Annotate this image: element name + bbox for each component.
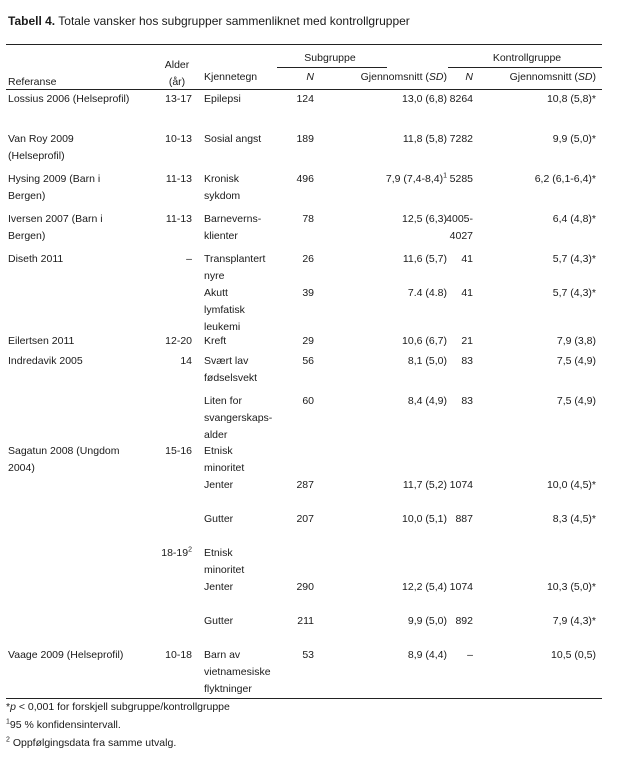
cell-kn: 887: [455, 513, 473, 525]
cell-kj: Gutter: [204, 615, 234, 627]
cell-age: 11-13: [165, 213, 192, 225]
cell-km: 6,4 (4,8)*: [552, 213, 596, 225]
cell-km: 7,5 (4,9): [556, 355, 596, 367]
header-alder: Alder: [164, 59, 190, 71]
cell-km: 5,7 (4,3)*: [552, 287, 596, 299]
top-rule: [6, 44, 602, 45]
cell-age: 15-16: [165, 445, 192, 457]
cell-sm: 11,6 (5,7): [402, 253, 447, 265]
kontrollgruppe-rule: [448, 67, 602, 68]
header-sub-mean: Gjennomsnitt (SD): [360, 71, 447, 83]
cell-km: 10,0 (4,5)*: [546, 479, 596, 491]
cell-kn: 1074: [449, 479, 473, 491]
cell-sn: 26: [302, 253, 314, 265]
header-alder-unit: (år): [168, 76, 186, 88]
cell-kj: Kronisk sykdom: [204, 173, 241, 202]
cell-km: 7,5 (4,9): [556, 395, 596, 407]
cell-kj: Transplantert nyre: [204, 253, 266, 282]
header-referanse: Referanse: [8, 76, 57, 88]
subgruppe-rule: [277, 67, 387, 68]
cell-sn: 290: [296, 581, 314, 593]
cell-kn: 1074: [449, 581, 473, 593]
cell-age: 10-13: [165, 133, 192, 145]
cell-sm: 8,4 (4,9): [407, 395, 447, 407]
header-sub-n: N: [306, 71, 314, 83]
cell-km: 10,3 (5,0)*: [546, 581, 596, 593]
cell-kn: 8264: [449, 93, 473, 105]
cell-kj: Barn av vietnamesiske flyktninger: [204, 649, 271, 695]
cell-ref: Eilertsen 2011: [8, 335, 75, 347]
table-title: [8, 14, 410, 28]
cell-kj: Etnisk minoritet: [204, 445, 245, 474]
cell-kn: 83: [461, 395, 473, 407]
cell-sm: 7.4 (4.8): [407, 287, 447, 299]
cell-km: 7,9 (4,3)*: [552, 615, 596, 627]
cell-sn: 189: [296, 133, 314, 145]
cell-km: 7,9 (3,8): [556, 335, 596, 347]
cell-sn: 53: [302, 649, 314, 661]
cell-kj: Svært lav fødselsvekt: [204, 355, 258, 384]
cell-sm: 10,0 (5,1): [402, 513, 447, 525]
cell-kn: 21: [461, 335, 473, 347]
cell-kn: 83: [461, 355, 473, 367]
cell-sm: 11,8 (5,8): [402, 133, 447, 145]
cell-kj: Barneverns- klienter: [204, 213, 262, 242]
footnote-ci: $^1$95 % konfidensintervall.: [6, 718, 121, 731]
cell-kn: 41: [461, 253, 473, 265]
cell-km: 6,2 (6,1-6,4)*: [534, 173, 596, 185]
footnote-significance: *p < 0,001 for forskjell subgruppe/kontrollgruppe: [6, 701, 230, 713]
cell-ref: Diseth 2011: [8, 253, 64, 265]
cell-kj: Etnisk minoritet: [204, 547, 245, 576]
cell-ref: Lossius 2006 (Helseprofil): [8, 93, 130, 105]
cell-sm: 7,9 $(7,4-8,4)^1$: [385, 172, 447, 185]
cell-sm: 11,7 (5,2): [402, 479, 447, 491]
cell-km: 10,8 (5,8)*: [546, 93, 596, 105]
cell-ref: Sagatun 2008 (Ungdom 2004): [8, 445, 120, 474]
cell-sm: 9,9 (5,0): [407, 615, 447, 627]
cell-kj: Liten for svangerskaps- alder: [204, 395, 273, 441]
cell-kj: Jenter: [204, 479, 234, 491]
cell-kn: 4005- 4027: [446, 213, 473, 242]
cell-age: 10-18: [165, 649, 192, 661]
cell-kj: Sosial angst: [204, 133, 262, 145]
cell-age: 12-20: [165, 335, 192, 347]
cell-age: $18-19^2$: [161, 546, 192, 559]
cell-ref: Hysing 2009 (Barn i Bergen): [8, 173, 101, 202]
cell-age: 14: [180, 355, 192, 367]
header-kontroll-n: N: [465, 71, 473, 83]
cell-ref: Vaage 2009 (Helseprofil): [8, 649, 124, 661]
cell-kn: 5285: [449, 173, 473, 185]
cell-sn: 56: [302, 355, 314, 367]
cell-ref: Iversen 2007 (Barn i Bergen): [8, 213, 103, 242]
cell-sn: 496: [296, 173, 314, 185]
cell-kn: 892: [455, 615, 473, 627]
cell-age: 13-17: [165, 93, 192, 105]
cell-age: 11-13: [165, 173, 192, 185]
header-kjennetegn: Kjennetegn: [204, 71, 258, 83]
cell-sn: 39: [302, 287, 314, 299]
cell-sm: 12,5 (6,3): [402, 213, 447, 225]
table-caption: Totale vansker hos subgrupper sammenliknet med kontrollgrupper: [58, 14, 410, 28]
header-kontroll-mean: Gjennomsnitt (SD): [509, 71, 596, 83]
cell-sm: 8,1 (5,0): [407, 355, 447, 367]
cell-sn: 124: [296, 93, 314, 105]
cell-sn: 78: [302, 213, 314, 225]
cell-kj: Epilepsi: [204, 93, 241, 105]
cell-ref: Van Roy 2009 (Helseprofil): [8, 133, 74, 162]
cell-km: 8,3 (4,5)*: [552, 513, 596, 525]
cell-kn: 7282: [449, 133, 473, 145]
cell-sm: 13,0 (6,8): [402, 93, 447, 105]
header-kontrollgruppe: Kontrollgruppe: [492, 52, 562, 64]
table-label: Tabell 4.: [8, 14, 56, 28]
cell-sm: 12,2 (5,4): [402, 581, 447, 593]
cell-age: –: [186, 253, 192, 265]
cell-ref: Indredavik 2005: [8, 355, 83, 367]
cell-sn: 207: [296, 513, 314, 525]
cell-sm: 10,6 (6,7): [402, 335, 447, 347]
cell-kn: 41: [461, 287, 473, 299]
cell-km: 9,9 (5,0)*: [552, 133, 596, 145]
cell-kj: Kreft: [204, 335, 227, 347]
cell-kj: Akutt lymfatisk leukemi: [204, 287, 245, 333]
cell-sm: 8,9 (4,4): [407, 649, 447, 661]
cell-sn: 287: [296, 479, 314, 491]
footnote-followup: $^2$ Oppfølgingsdata fra samme utvalg.: [6, 736, 177, 749]
cell-kj: Jenter: [204, 581, 234, 593]
cell-km: 10,5 (0,5): [551, 649, 596, 661]
header-rule: [6, 89, 602, 90]
cell-sn: 29: [302, 335, 314, 347]
header-subgruppe: Subgruppe: [304, 52, 356, 64]
cell-sn: 211: [297, 615, 314, 627]
cell-kj: Gutter: [204, 513, 234, 525]
cell-sn: 60: [302, 395, 314, 407]
cell-kn: –: [467, 649, 473, 661]
cell-km: 5,7 (4,3)*: [552, 253, 596, 265]
